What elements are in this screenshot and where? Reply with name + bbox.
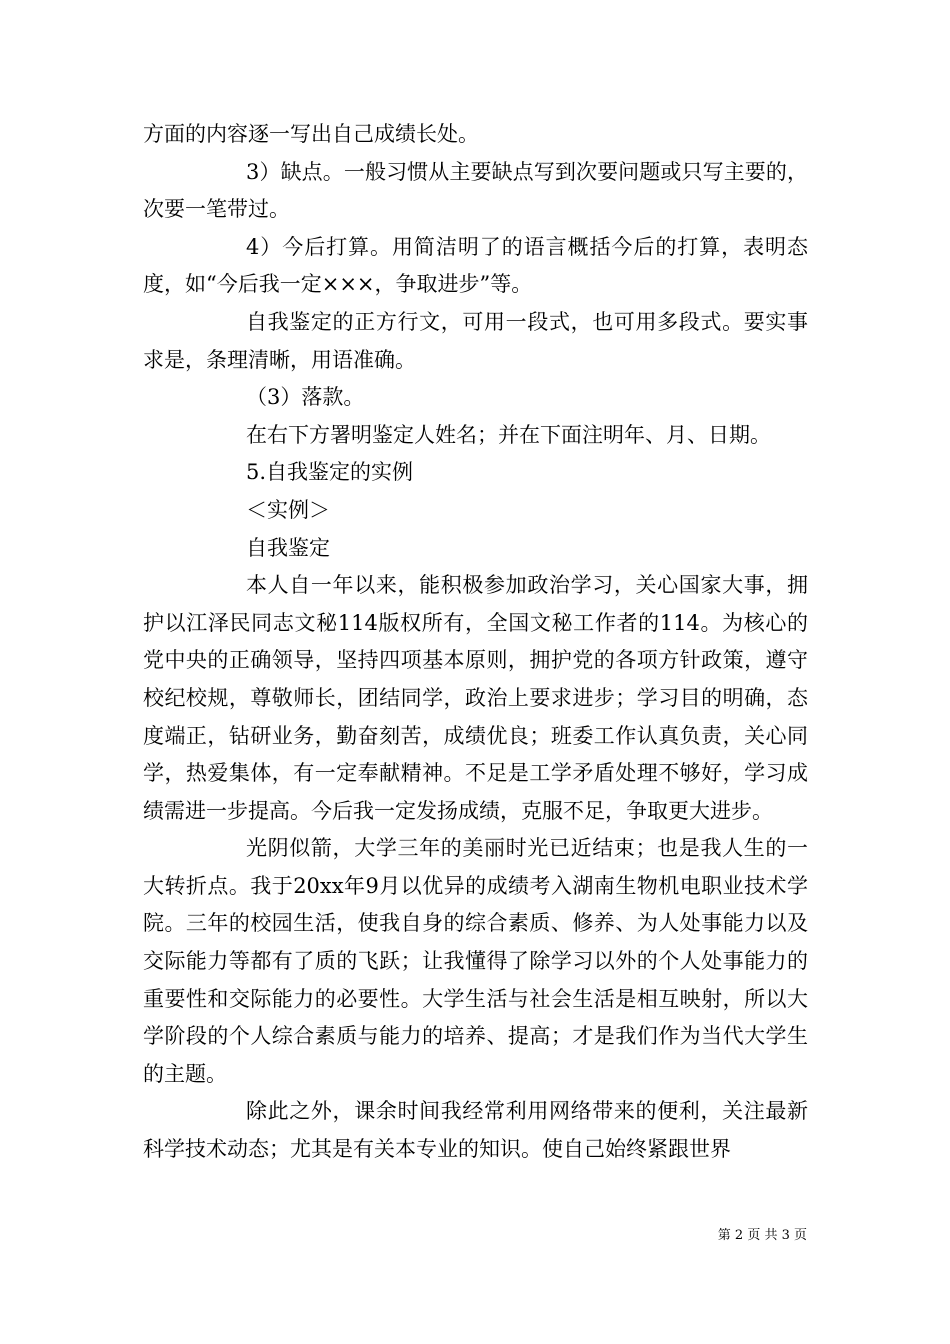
paragraph-signature-note: 在右下方署明鉴定人姓名；并在下面注明年、月、日期。 — [246, 422, 771, 447]
paragraph-shortcomings: 3）缺点。一般习惯从主要缺点写到次要问题或只写主要的，次要一笔带过。 — [143, 159, 808, 222]
paragraph-body-format: 自我鉴定的正方行文，可用一段式，也可用多段式。要实事求是，条理清晰，用语准确。 — [143, 309, 808, 372]
page-number-footer: 第 2 页 共 3 页 — [717, 1228, 807, 1243]
paragraph-extracurricular: 除此之外，课余时间我经常利用网络带来的便利，关注最新科学技术动态；尤其是有关本专业的知识。使自己始终紧跟世界 — [143, 1099, 808, 1162]
paragraph-college-life: 光阴似箭，大学三年的美丽时光已近结束；也是我人生的一大转折点。我于20xx年9月以优异的成绩考入湖南生物机电职业技术学院。三年的校园生活，使我自身的综合素质、修养、为人处事能力以及交际能力等都有了质的飞跃；让我懂得了除学习以外的个人处事能力的重要性和交际能力的必要性。大学生活与社会生活是相互映射，所以大学阶段的个人综合素质与能力的培养、提高；才是我们作为当代大学生的主题。 — [143, 836, 808, 1086]
section-heading-example: 5.自我鉴定的实例 — [246, 460, 414, 485]
example-label: ＜实例＞ — [246, 497, 330, 522]
paragraph-example-body: 本人自一年以来，能积极参加政治学习，关心国家大事，拥护以江泽民同志文秘114版权所有，全国文秘工作者的114。为核心的党中央的正确领导，坚持四项基本原则，拥护党的各项方针政策，遵守校纪校规，尊敬师长，团结同学，政治上要求进步；学习目的明确，态度端正，钻研业务，勤奋刻苦，成绩优良；班委工作认真负责，关心同学，热爱集体，有一定奉献精神。不足是工学矛盾处理不够好，学习成绩需进一步提高。今后我一定发扬成绩，克服不足，争取更大进步。 — [143, 573, 808, 823]
paragraph-future-plans: 4）今后打算。用简洁明了的语言概括今后的打算，表明态度，如“今后我一定×××，争取进步”等。 — [143, 234, 808, 297]
document-body — [143, 116, 808, 1169]
example-title: 自我鉴定 — [246, 535, 330, 560]
paragraph-continuation: 方面的内容逐一写出自己成绩长处。 — [143, 122, 479, 146]
paragraph-signature-heading: （3）落款。 — [246, 385, 365, 410]
